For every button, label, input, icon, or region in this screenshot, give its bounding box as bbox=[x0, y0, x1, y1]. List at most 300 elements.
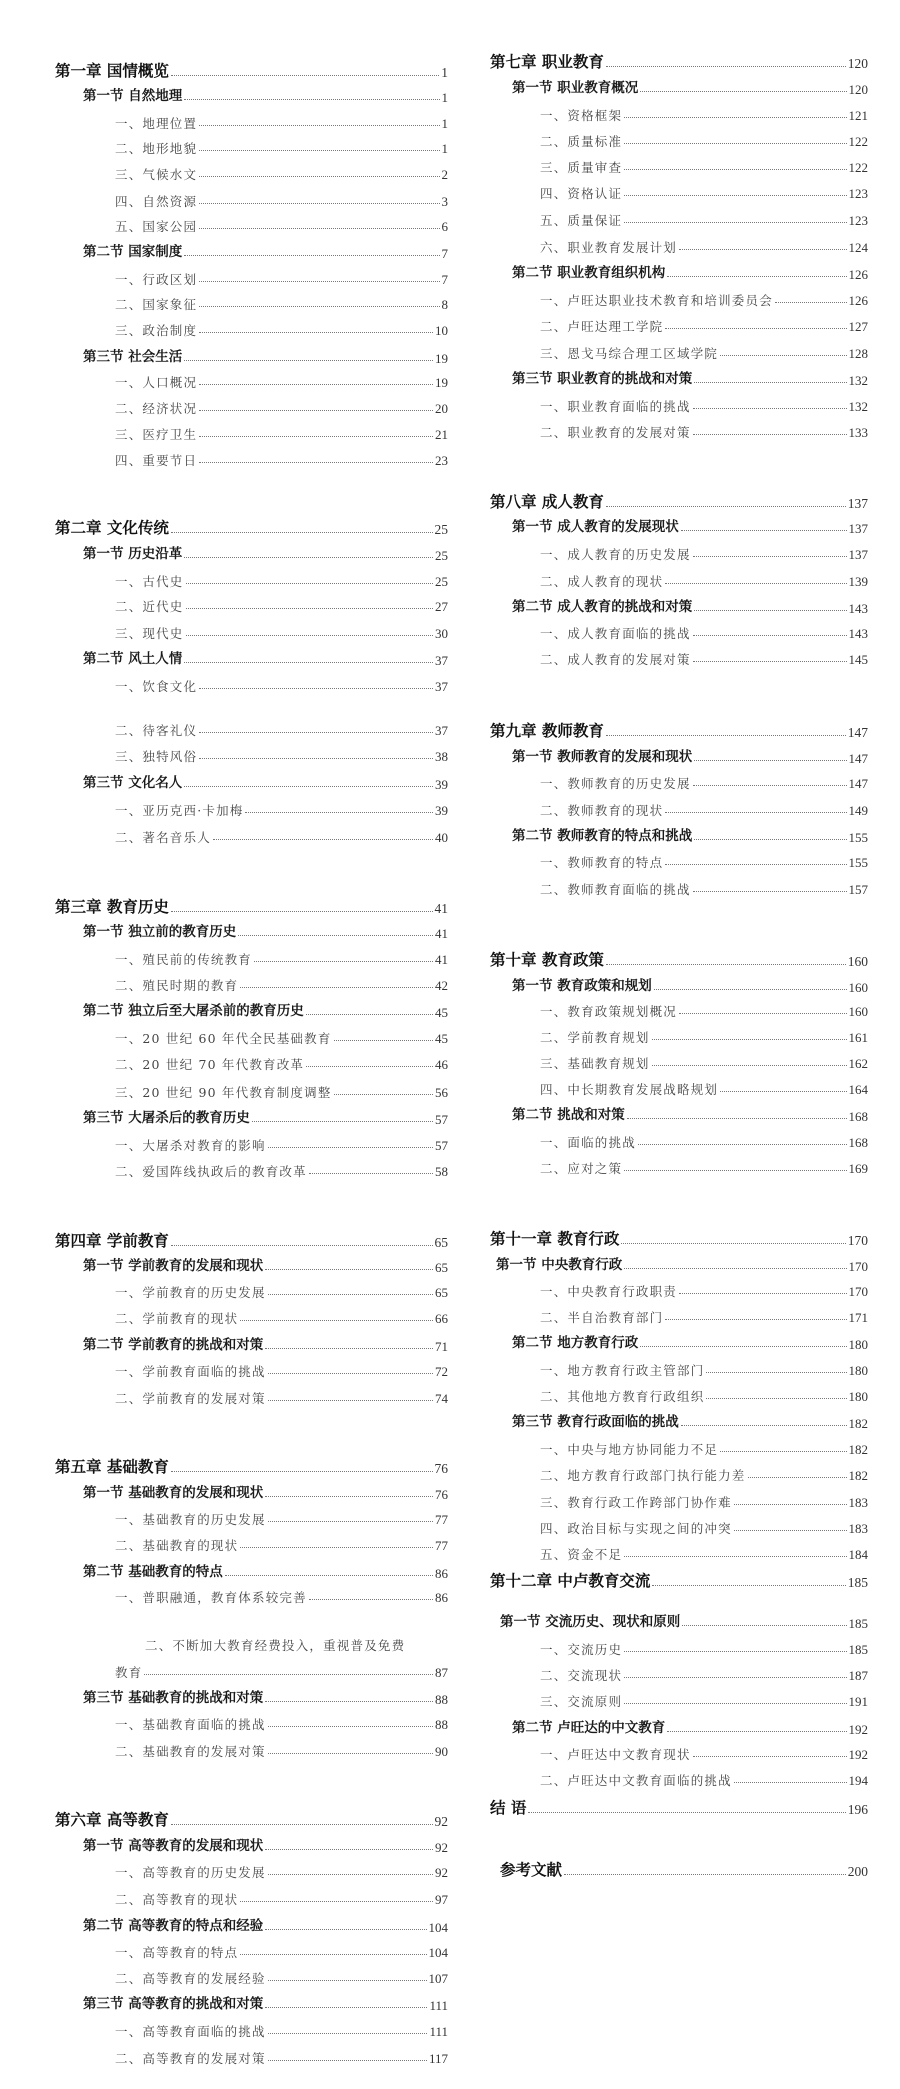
toc-page-number: 192 bbox=[848, 1721, 868, 1737]
toc-entry-title: 二、近代史 bbox=[115, 598, 184, 614]
toc-subsection[interactable] bbox=[55, 1539, 448, 1552]
toc-subsection[interactable] bbox=[55, 1513, 448, 1526]
toc-entry-title: 第一节 职业教育概况 bbox=[512, 80, 639, 96]
toc-page-number: 86 bbox=[435, 1565, 448, 1581]
toc-page-number: 180 bbox=[848, 1389, 868, 1404]
toc-subsection[interactable] bbox=[55, 1745, 448, 1758]
toc-section[interactable] bbox=[55, 777, 448, 791]
toc-entry-title: 第二节 高等教育的特点和经验 bbox=[83, 1918, 264, 1934]
toc-entry-title: 第一节 中央教育行政 bbox=[496, 1257, 623, 1273]
toc-entry-title: 第一章 国情概览 bbox=[55, 62, 169, 80]
dot-leader bbox=[694, 610, 846, 611]
toc-subsection[interactable] bbox=[55, 600, 448, 613]
toc-subsection[interactable] bbox=[55, 953, 448, 966]
toc-section[interactable] bbox=[490, 601, 868, 615]
toc-subsection[interactable] bbox=[55, 117, 448, 130]
toc-entry-title: 三、医疗卫生 bbox=[115, 426, 198, 442]
toc-chapter[interactable] bbox=[55, 900, 448, 916]
toc-entry-title: 四、自然资源 bbox=[115, 193, 198, 209]
dot-leader bbox=[624, 143, 846, 144]
toc-page-number: 19 bbox=[435, 375, 448, 390]
dot-leader bbox=[265, 1929, 426, 1930]
dot-leader bbox=[184, 557, 433, 558]
toc-page-number: 137 bbox=[848, 547, 868, 562]
toc-chapter[interactable] bbox=[490, 55, 868, 71]
toc-page-number: 162 bbox=[848, 1056, 868, 1071]
toc-page-number: 126 bbox=[848, 266, 868, 282]
toc-entry-title: 二、成人教育的发展对策 bbox=[540, 651, 691, 667]
toc-subsection[interactable] bbox=[490, 804, 868, 817]
toc-entry-title: 六、职业教育发展计划 bbox=[540, 239, 678, 255]
toc-subsection[interactable] bbox=[55, 2052, 448, 2065]
dot-leader bbox=[252, 1121, 433, 1122]
toc-chapter[interactable] bbox=[490, 953, 868, 969]
dot-leader bbox=[186, 635, 433, 636]
dot-leader bbox=[171, 1824, 433, 1825]
toc-entry-title: 二、地方教育行政部门执行能力差 bbox=[540, 1467, 746, 1483]
toc-section[interactable] bbox=[490, 267, 868, 281]
toc-page-number: 168 bbox=[848, 1108, 868, 1124]
toc-subsection[interactable] bbox=[490, 1083, 868, 1096]
toc-chapter[interactable] bbox=[55, 64, 448, 80]
toc-section[interactable] bbox=[55, 1112, 448, 1126]
toc-page-number: 38 bbox=[435, 749, 448, 764]
toc-subsection[interactable] bbox=[490, 347, 868, 360]
dot-leader bbox=[720, 1451, 846, 1452]
toc-subsection[interactable] bbox=[55, 979, 448, 992]
dot-leader bbox=[606, 66, 846, 67]
toc-subsection[interactable] bbox=[55, 402, 448, 415]
toc-section[interactable] bbox=[490, 1722, 868, 1736]
toc-page-number: 25 bbox=[435, 547, 448, 563]
toc-entry-title: 三、20 世纪 90 年代教育制度调整 bbox=[115, 1084, 332, 1100]
toc-entry-title: 三、教育行政工作跨部门协作难 bbox=[540, 1494, 732, 1510]
dot-leader bbox=[624, 1268, 846, 1269]
toc-page-number: 187 bbox=[848, 1668, 868, 1683]
dot-leader bbox=[606, 735, 846, 736]
toc-page-number: 143 bbox=[848, 626, 868, 641]
toc-section[interactable] bbox=[490, 82, 868, 96]
toc-subsection[interactable] bbox=[490, 856, 868, 869]
toc-subsection[interactable] bbox=[490, 1643, 868, 1656]
toc-subsection[interactable] bbox=[55, 1165, 448, 1178]
toc-subsection[interactable] bbox=[55, 1312, 448, 1325]
dot-leader bbox=[268, 2033, 428, 2034]
dot-leader bbox=[268, 1874, 433, 1875]
toc-subsection[interactable] bbox=[55, 1086, 448, 1099]
toc-page-number: 37 bbox=[435, 652, 448, 668]
toc-subsection[interactable] bbox=[490, 1311, 868, 1324]
toc-subsection[interactable] bbox=[490, 1285, 868, 1298]
toc-page-number: 170 bbox=[848, 1258, 868, 1274]
toc-page-number: 2 bbox=[441, 167, 448, 182]
toc-subsection[interactable] bbox=[490, 1548, 868, 1561]
dot-leader bbox=[240, 1901, 433, 1902]
toc-entry-title: 第七章 职业教育 bbox=[490, 53, 604, 71]
toc-section[interactable] bbox=[55, 1998, 448, 2012]
dot-leader bbox=[265, 1496, 433, 1497]
toc-entry-title: 一、地方教育行政主管部门 bbox=[540, 1362, 705, 1378]
toc-page-number: 25 bbox=[434, 522, 448, 537]
toc-subsection[interactable] bbox=[55, 1392, 448, 1405]
toc-entry-title: 第五章 基础教育 bbox=[55, 1458, 169, 1476]
toc-entry-title: 教育 bbox=[115, 1664, 143, 1680]
toc-entry-title: 二、高等教育的发展经验 bbox=[115, 1970, 266, 1986]
toc-subsection[interactable] bbox=[490, 1162, 868, 1175]
toc-subsection[interactable] bbox=[490, 426, 868, 439]
toc-entry-title: 一、高等教育的特点 bbox=[115, 1944, 239, 1960]
toc-section[interactable] bbox=[55, 1692, 448, 1706]
dot-leader bbox=[184, 255, 439, 256]
toc-subsection[interactable] bbox=[55, 454, 448, 467]
toc-subsection[interactable] bbox=[490, 1748, 868, 1761]
toc-page-number: 21 bbox=[435, 427, 448, 442]
toc-section[interactable] bbox=[490, 521, 868, 535]
toc-chapter[interactable] bbox=[55, 1460, 448, 1476]
toc-entry-title: 第十一章 教育行政 bbox=[490, 1230, 620, 1248]
toc-entry-title: 一、行政区划 bbox=[115, 271, 198, 287]
toc-chapter[interactable] bbox=[55, 521, 448, 537]
dot-leader bbox=[265, 2007, 427, 2008]
toc-subsection[interactable] bbox=[55, 195, 448, 208]
toc-subsection[interactable] bbox=[490, 135, 868, 148]
dot-leader bbox=[679, 1293, 846, 1294]
toc-subsection[interactable] bbox=[55, 220, 448, 233]
toc-page-number: 88 bbox=[435, 1691, 448, 1707]
toc-page-number: 122 bbox=[848, 160, 868, 175]
toc-section[interactable] bbox=[55, 1840, 448, 1854]
dot-leader bbox=[171, 1245, 433, 1246]
dot-leader bbox=[693, 408, 847, 409]
toc-page-number: 132 bbox=[848, 372, 868, 388]
toc-page-number: 88 bbox=[435, 1717, 448, 1732]
dot-leader bbox=[245, 812, 433, 813]
toc-chapter[interactable] bbox=[55, 1813, 448, 1829]
toc-entry-title: 一、中央与地方协同能力不足 bbox=[540, 1441, 719, 1457]
toc-page-number: 157 bbox=[848, 882, 868, 897]
toc-entry-title: 一、饮食文化 bbox=[115, 678, 198, 694]
toc-page-number: 160 bbox=[848, 1004, 868, 1019]
dot-leader bbox=[199, 228, 439, 229]
toc-subsection[interactable] bbox=[55, 1946, 448, 1959]
toc-entry-title: 第四章 学前教育 bbox=[55, 1232, 169, 1250]
toc-section[interactable] bbox=[55, 1920, 448, 1934]
toc-entry-title: 第九章 教师教育 bbox=[490, 722, 604, 740]
toc-subsection[interactable] bbox=[490, 653, 868, 666]
toc-subsection[interactable] bbox=[490, 883, 868, 896]
toc-section[interactable] bbox=[55, 1487, 448, 1501]
toc-page-number: 76 bbox=[434, 1461, 448, 1476]
toc-page-number: 6 bbox=[441, 219, 448, 234]
dot-leader bbox=[624, 1677, 846, 1678]
toc-subsection[interactable] bbox=[55, 1893, 448, 1906]
dot-leader bbox=[213, 839, 433, 840]
toc-subsection[interactable] bbox=[490, 1669, 868, 1682]
dot-leader bbox=[624, 222, 846, 223]
toc-subsection[interactable] bbox=[55, 1139, 448, 1152]
dot-leader bbox=[624, 195, 846, 196]
toc-entry-title: 第二节 基础教育的特点 bbox=[83, 1564, 223, 1580]
toc-entry-title: 二、20 世纪 70 年代教育改革 bbox=[115, 1056, 305, 1072]
dot-leader bbox=[606, 964, 846, 965]
dot-leader bbox=[184, 786, 433, 787]
toc-page-number: 147 bbox=[848, 750, 868, 766]
toc-entry-title: 四、中长期教育发展战略规划 bbox=[540, 1081, 719, 1097]
toc-section[interactable] bbox=[55, 90, 448, 104]
toc-subsection[interactable] bbox=[490, 187, 868, 200]
dot-leader bbox=[706, 1372, 846, 1373]
toc-subsection[interactable] bbox=[55, 324, 448, 337]
toc-page-number: 39 bbox=[435, 776, 448, 792]
toc-entry-title: 二、高等教育的现状 bbox=[115, 1891, 239, 1907]
toc-page-number: 168 bbox=[848, 1135, 868, 1150]
toc-subsection[interactable] bbox=[55, 1866, 448, 1879]
toc-page-number: 97 bbox=[435, 1892, 448, 1907]
toc-section[interactable] bbox=[55, 1566, 448, 1580]
toc-entry-title: 一、大屠杀对教育的影响 bbox=[115, 1137, 266, 1153]
toc-section[interactable] bbox=[490, 1337, 868, 1351]
dot-leader bbox=[652, 1585, 845, 1586]
dot-leader bbox=[638, 1144, 847, 1145]
dot-leader bbox=[265, 1269, 433, 1270]
toc-section[interactable] bbox=[55, 548, 448, 562]
dot-leader bbox=[309, 1599, 433, 1600]
toc-subsection[interactable] bbox=[490, 400, 868, 413]
toc-section[interactable] bbox=[490, 830, 868, 844]
dot-leader bbox=[693, 661, 847, 662]
toc-subsection[interactable] bbox=[55, 1032, 448, 1045]
toc-entry-title: 一、成人教育面临的挑战 bbox=[540, 625, 691, 641]
toc-subsection[interactable] bbox=[55, 724, 448, 737]
toc-page-number: 137 bbox=[847, 496, 868, 511]
toc-entry-title: 二、高等教育的发展对策 bbox=[115, 2050, 266, 2066]
toc-entry-title: 一、亚历克西·卡加梅 bbox=[115, 802, 244, 818]
toc-subsection[interactable] bbox=[490, 1469, 868, 1482]
toc-subsection[interactable] bbox=[55, 2025, 448, 2038]
toc-chapter[interactable] bbox=[490, 1232, 868, 1248]
toc-section[interactable] bbox=[490, 1259, 868, 1273]
toc-subsection[interactable] bbox=[55, 1591, 448, 1604]
toc-section[interactable] bbox=[490, 1616, 868, 1630]
dot-leader bbox=[199, 732, 433, 733]
toc-subsection[interactable] bbox=[55, 142, 448, 155]
toc-page-number: 170 bbox=[847, 1233, 868, 1248]
toc-subsection[interactable] bbox=[490, 627, 868, 640]
toc-entry-title: 二、教师教育的现状 bbox=[540, 802, 664, 818]
toc-entry-title: 二、经济状况 bbox=[115, 400, 198, 416]
toc-page-number: 72 bbox=[435, 1364, 448, 1379]
toc-subsection[interactable] bbox=[490, 1522, 868, 1535]
toc-entry-title: 三、政治制度 bbox=[115, 322, 198, 338]
dot-leader bbox=[667, 1731, 846, 1732]
toc-page-number: 40 bbox=[435, 830, 448, 845]
toc-subsection[interactable] bbox=[490, 1496, 868, 1509]
toc-page-number: 104 bbox=[428, 1945, 448, 1960]
toc-entry-title: 二、殖民时期的教育 bbox=[115, 977, 239, 993]
dot-leader bbox=[199, 332, 433, 333]
toc-page-number: 74 bbox=[435, 1391, 448, 1406]
toc-subsection[interactable] bbox=[490, 109, 868, 122]
dot-leader bbox=[240, 1547, 433, 1548]
toc-entry-title: 第三节 文化名人 bbox=[83, 775, 183, 791]
toc-entry-continuation: 二、不断加大教育经费投入，重视普及免费 bbox=[145, 1638, 406, 1653]
toc-page-number: 185 bbox=[848, 1615, 868, 1631]
toc-subsection[interactable] bbox=[55, 376, 448, 389]
toc-subsection[interactable] bbox=[490, 161, 868, 174]
toc-page-number: 65 bbox=[434, 1235, 448, 1250]
toc-entry-title: 第一节 独立前的教育历史 bbox=[83, 924, 237, 940]
toc-subsection[interactable] bbox=[55, 575, 448, 588]
toc-entry-title: 一、普职融通，教育体系较完善 bbox=[115, 1589, 307, 1605]
toc-section[interactable] bbox=[55, 926, 448, 940]
toc-entry-title: 三、质量审查 bbox=[540, 159, 623, 175]
toc-page-number: 39 bbox=[435, 803, 448, 818]
toc-subsection[interactable] bbox=[490, 1057, 868, 1070]
toc-section[interactable] bbox=[55, 351, 448, 365]
dot-leader bbox=[306, 1066, 433, 1067]
toc-section[interactable] bbox=[490, 373, 868, 387]
toc-entry-title: 第二节 职业教育组织机构 bbox=[512, 265, 666, 281]
toc-entry-title: 第二节 国家制度 bbox=[83, 244, 183, 260]
toc-subsection[interactable] bbox=[490, 214, 868, 227]
toc-entry-title: 参考文献 bbox=[500, 1861, 563, 1879]
dot-leader bbox=[268, 1980, 427, 1981]
toc-page-number: 182 bbox=[848, 1468, 868, 1483]
toc-entry-title: 一、学前教育面临的挑战 bbox=[115, 1363, 266, 1379]
toc-subsection[interactable] bbox=[490, 548, 868, 561]
toc-subsection[interactable] bbox=[490, 575, 868, 588]
toc-subsection[interactable] bbox=[490, 241, 868, 254]
toc-entry-title: 二、国家象征 bbox=[115, 296, 198, 312]
toc-entry-title: 一、殖民前的传统教育 bbox=[115, 951, 253, 967]
toc-entry-title: 一、20 世纪 60 年代全民基础教育 bbox=[115, 1030, 332, 1046]
toc-subsection[interactable] bbox=[55, 627, 448, 640]
toc-page-number: 111 bbox=[429, 2024, 448, 2039]
dot-leader bbox=[734, 1782, 847, 1783]
dot-leader bbox=[334, 1094, 433, 1095]
toc-chapter[interactable] bbox=[55, 1234, 448, 1250]
toc-subsection[interactable] bbox=[55, 1058, 448, 1071]
toc-subsection[interactable] bbox=[55, 1365, 448, 1378]
toc-subsection[interactable] bbox=[490, 777, 868, 790]
toc-section[interactable] bbox=[490, 1416, 868, 1430]
toc-entry-title: 一、资格框架 bbox=[540, 107, 623, 123]
toc-entry-title: 二、基础教育的发展对策 bbox=[115, 1743, 266, 1759]
toc-subsection[interactable] bbox=[55, 298, 448, 311]
toc-page-number: 7 bbox=[441, 245, 448, 261]
toc-page-number: 120 bbox=[848, 81, 868, 97]
toc-page-number: 180 bbox=[848, 1363, 868, 1378]
toc-chapter[interactable] bbox=[490, 495, 868, 511]
toc-page-number: 132 bbox=[848, 399, 868, 414]
toc-section[interactable] bbox=[55, 1260, 448, 1274]
dot-leader bbox=[720, 355, 846, 356]
toc-subsection[interactable] bbox=[490, 1364, 868, 1377]
toc-section[interactable] bbox=[490, 1109, 868, 1123]
dot-leader bbox=[640, 91, 846, 92]
toc-page-number: 196 bbox=[847, 1802, 868, 1817]
toc-section[interactable] bbox=[490, 980, 868, 994]
toc-subsection[interactable] bbox=[490, 1031, 868, 1044]
toc-entry-title: 二、教师教育面临的挑战 bbox=[540, 881, 691, 897]
dot-leader bbox=[624, 169, 846, 170]
toc-chapter[interactable] bbox=[490, 1801, 868, 1817]
toc-page-number: 92 bbox=[435, 1839, 448, 1855]
toc-subsection[interactable] bbox=[55, 680, 448, 693]
toc-entry-title: 一、地理位置 bbox=[115, 115, 198, 131]
toc-subsection[interactable] bbox=[55, 1718, 448, 1731]
toc-subsection[interactable] bbox=[55, 1666, 448, 1679]
toc-subsection[interactable] bbox=[55, 1972, 448, 1985]
toc-subsection[interactable] bbox=[55, 831, 448, 844]
toc-entry-title: 四、重要节日 bbox=[115, 452, 198, 468]
toc-section[interactable] bbox=[55, 653, 448, 667]
toc-subsection[interactable] bbox=[490, 1390, 868, 1403]
dot-leader bbox=[693, 891, 847, 892]
toc-page-number: 126 bbox=[848, 293, 868, 308]
toc-section[interactable] bbox=[55, 246, 448, 260]
toc-page-number: 25 bbox=[435, 574, 448, 589]
toc-page-number: 107 bbox=[428, 1971, 448, 1986]
toc-entry-title: 一、教师教育的历史发展 bbox=[540, 775, 691, 791]
dot-leader bbox=[268, 1400, 433, 1401]
dot-leader bbox=[734, 1530, 847, 1531]
toc-page-number: 8 bbox=[441, 297, 448, 312]
toc-chapter[interactable] bbox=[490, 1863, 868, 1879]
toc-subsection[interactable] bbox=[490, 1443, 868, 1456]
dot-leader bbox=[199, 758, 433, 759]
toc-section[interactable] bbox=[490, 751, 868, 765]
toc-subsection[interactable] bbox=[55, 168, 448, 181]
toc-subsection[interactable] bbox=[490, 1005, 868, 1018]
toc-entry-title: 结 语 bbox=[490, 1799, 527, 1817]
toc-subsection[interactable] bbox=[490, 294, 868, 307]
toc-subsection[interactable] bbox=[490, 320, 868, 333]
toc-entry-title: 一、古代史 bbox=[115, 573, 184, 589]
toc-entry-title: 二、职业教育的发展对策 bbox=[540, 424, 691, 440]
toc-section[interactable] bbox=[55, 1339, 448, 1353]
dot-leader bbox=[775, 302, 847, 303]
dot-leader bbox=[665, 1319, 846, 1320]
toc-entry-title: 第二节 卢旺达的中文教育 bbox=[512, 1720, 666, 1736]
toc-page-number: 66 bbox=[435, 1311, 448, 1326]
dot-leader bbox=[693, 556, 847, 557]
toc-entry-title: 一、人口概况 bbox=[115, 374, 198, 390]
toc-subsection[interactable] bbox=[55, 273, 448, 286]
toc-entry-title: 第一节 学前教育的发展和现状 bbox=[83, 1258, 264, 1274]
toc-subsection[interactable] bbox=[490, 1136, 868, 1149]
toc-subsection[interactable] bbox=[55, 428, 448, 441]
toc-page-number: 104 bbox=[428, 1919, 448, 1935]
dot-leader bbox=[268, 1147, 433, 1148]
toc-page-number: 19 bbox=[435, 350, 448, 366]
toc-chapter[interactable] bbox=[490, 1574, 868, 1590]
dot-leader bbox=[199, 410, 433, 411]
toc-page-number: 149 bbox=[848, 803, 868, 818]
toc-subsection[interactable] bbox=[490, 1774, 868, 1787]
dot-leader bbox=[564, 1874, 846, 1875]
toc-subsection[interactable] bbox=[490, 1695, 868, 1708]
toc-page-number: 192 bbox=[848, 1747, 868, 1762]
toc-page-number: 182 bbox=[848, 1442, 868, 1457]
toc-page-number: 123 bbox=[848, 186, 868, 201]
toc-subsection[interactable] bbox=[55, 1286, 448, 1299]
toc-subsection[interactable] bbox=[55, 750, 448, 763]
toc-section[interactable] bbox=[55, 1005, 448, 1019]
toc-subsection[interactable] bbox=[55, 804, 448, 817]
dot-leader bbox=[667, 276, 846, 277]
toc-chapter[interactable] bbox=[490, 724, 868, 740]
